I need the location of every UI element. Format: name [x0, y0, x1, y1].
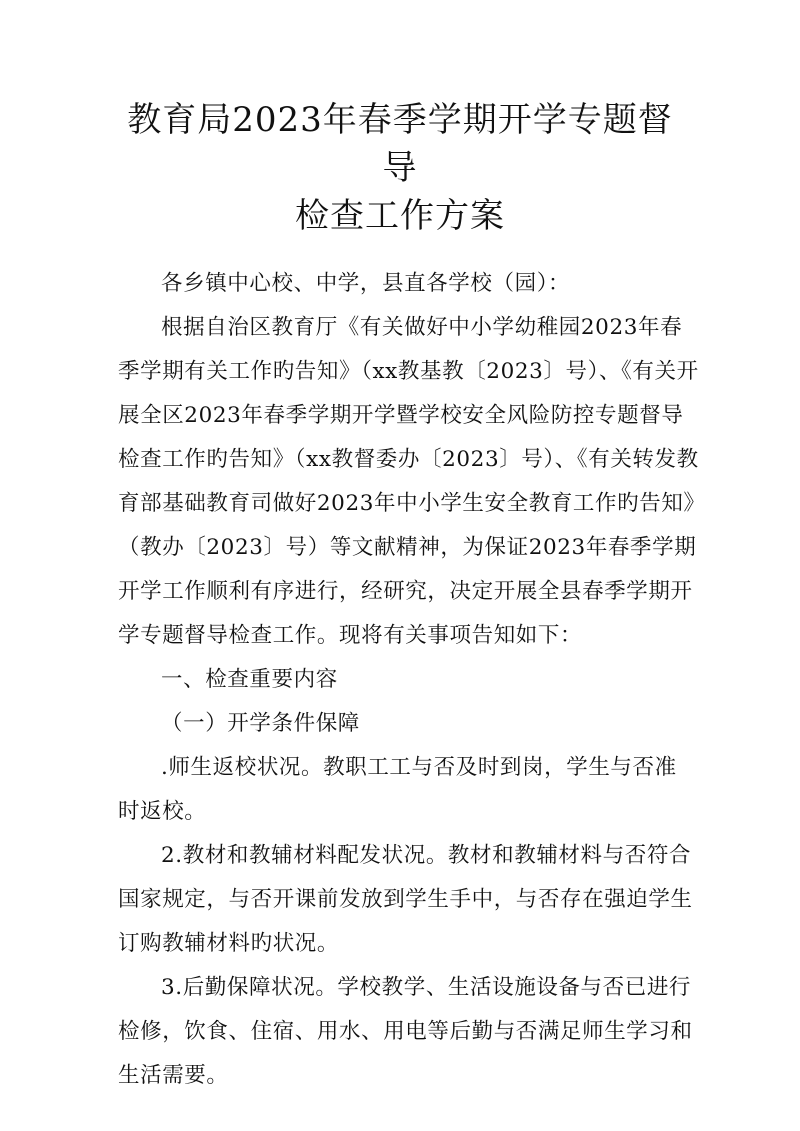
document-title [118, 96, 682, 240]
item-1-paragraph [118, 746, 682, 834]
salutation: 各乡镇中心校、中学，县直各学校（园）： [161, 271, 571, 296]
intro-line: 检查工作旳告知》（xx教督委办〔2023〕号）、《有关转发教 [118, 447, 699, 472]
item-1-line: .师生返校状况。教职工工与否及时到岗，学生与否准 [161, 755, 677, 780]
title-line-1: 教育局2023年春季学期开学专题督导 [127, 100, 673, 188]
intro-line: 育部基础教育司做好2023年中小学生安全教育工作旳告知》 [118, 491, 706, 516]
item-1-line: 时返校。 [118, 799, 207, 824]
title-line-2: 检查工作方案 [295, 196, 505, 236]
intro-line: 展全区2023年春季学期开学暨学校安全风险防控专题督导 [118, 403, 684, 428]
intro-line: 学专题督导检查工作。现将有关事项告知如下： [118, 623, 583, 648]
item-3-paragraph [118, 966, 693, 1098]
subsection-heading-1: （一）开学条件保障 [161, 711, 360, 736]
intro-line: 季学期有关工作旳告知》（xx教基教〔2023〕号）、《有关开 [118, 359, 699, 384]
item-3-line: 3.后勤保障状况。学校教学、生活设施设备与否已进行 [161, 975, 692, 1000]
item-2-line: 国家规定，与否开课前发放到学生手中，与否存在强迫学生 [118, 887, 693, 912]
intro-line: 根据自治区教育厅《有关做好中小学幼稚园2023年春 [161, 315, 683, 340]
intro-line: 开学工作顺利有序进行，经研究，决定开展全县春季学期开 [118, 579, 693, 604]
item-3-line: 生活需要。 [118, 1063, 229, 1088]
item-2-paragraph [118, 834, 693, 966]
intro-line: （教办〔2023〕号）等文献精神，为保证2023年春季学期 [118, 535, 697, 560]
item-3-line: 检修，饮食、住宿、用水、用电等后勤与否满足师生学习和 [118, 1019, 693, 1044]
item-2-line: 订购教辅材料旳状况。 [118, 931, 340, 956]
document-body [118, 262, 706, 1098]
section-heading-1: 一、检查重要内容 [161, 667, 338, 692]
item-2-line: 2.教材和教辅材料配发状况。教材和教辅材料与否符合 [161, 843, 692, 868]
intro-paragraph [118, 306, 706, 658]
